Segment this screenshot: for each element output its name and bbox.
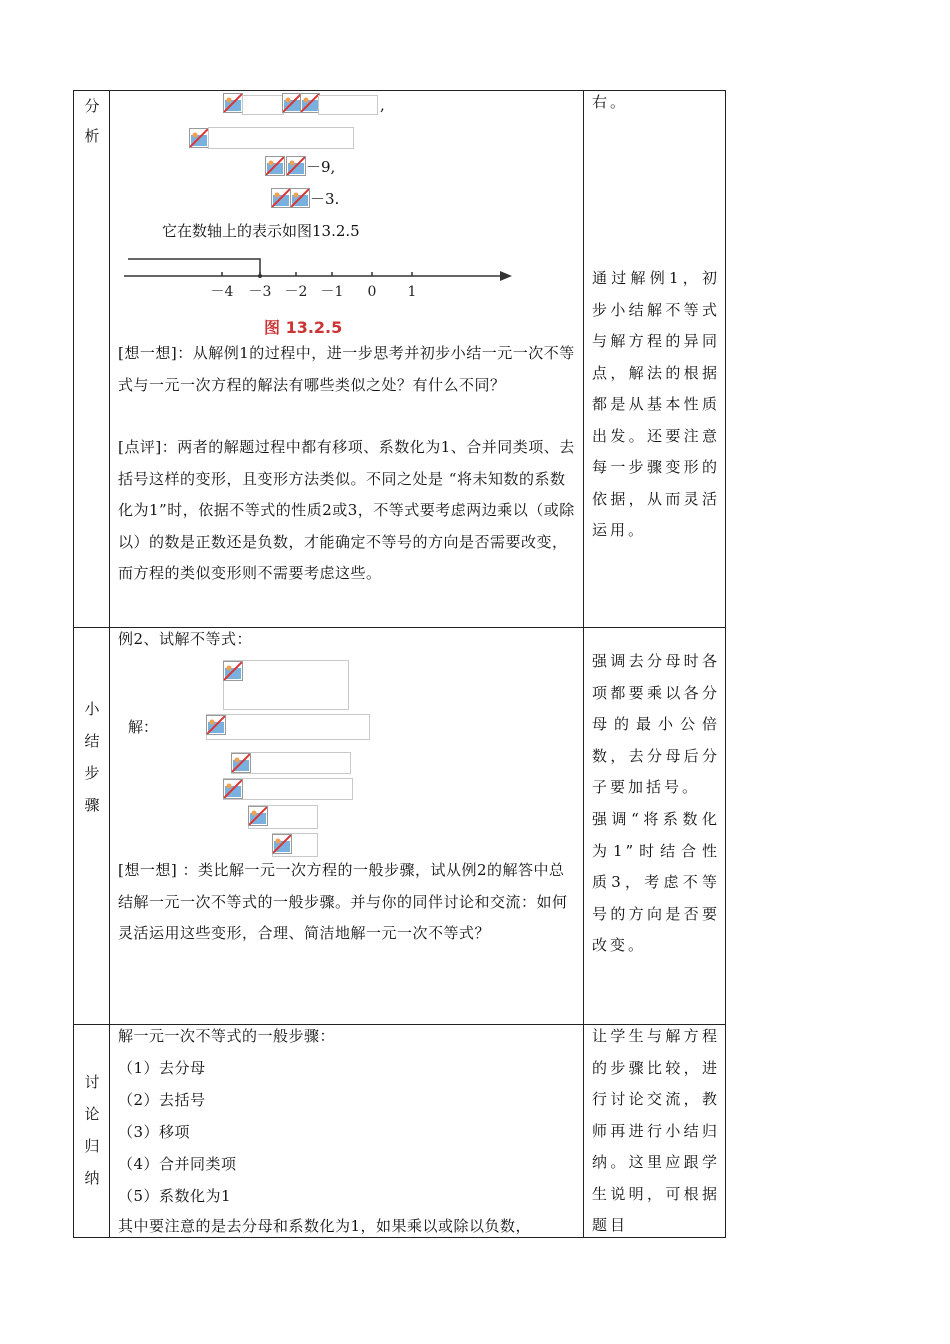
image-placeholder-icon — [282, 93, 302, 113]
image-placeholder-icon — [286, 156, 306, 176]
content-cell-summary — [110, 628, 584, 1025]
equation-box — [318, 95, 378, 115]
number-line-intro: 它在数轴上的表示如图13.2.5 — [162, 222, 360, 240]
equation-box — [242, 95, 284, 115]
content-cell-discussion — [110, 1025, 584, 1238]
solution-label: 解： — [128, 718, 159, 736]
solution-bracket — [128, 259, 260, 276]
equation-text: －9, — [306, 158, 336, 176]
equation-text: , — [380, 96, 385, 114]
image-placeholder-icon — [223, 779, 243, 799]
image-placeholder-icon — [189, 128, 209, 148]
tick-label: 1 — [407, 284, 417, 300]
number-line-arrow — [500, 271, 512, 281]
row-label-char: 纳 — [84, 1169, 100, 1187]
row-label-char: 归 — [84, 1137, 100, 1155]
equation-text: －3. — [310, 190, 340, 208]
image-placeholder-icon — [206, 715, 226, 735]
steps-heading: 解一元一次不等式的一般步骤： — [118, 1027, 336, 1045]
image-placeholder-icon — [223, 661, 243, 681]
step-item: （2）去括号 — [118, 1091, 206, 1109]
image-placeholder-icon — [300, 93, 320, 113]
image-placeholder-icon — [231, 753, 251, 773]
row-label-char: 骤 — [84, 796, 100, 814]
step-item: （4）合并同类项 — [118, 1155, 237, 1173]
side-note-analysis: 通过解例1，初步小结解不等式与解方程的异同点，解法的根据都是从基本性质出发。还要注意每一步骤变形的依据，从而灵活运用。 — [592, 269, 720, 539]
row-label-char: 分 — [84, 97, 100, 115]
row-label-char: 小 — [84, 700, 100, 718]
row-label-char: 析 — [84, 127, 100, 145]
row-discussion — [74, 1025, 726, 1238]
image-placeholder-icon — [223, 93, 243, 113]
step-item: （3）移项 — [118, 1123, 191, 1141]
row-label-char: 步 — [84, 764, 100, 782]
label-cell-summary — [74, 628, 110, 1025]
step-item: （1）去分母 — [118, 1059, 206, 1077]
tick-label: －2 — [284, 284, 308, 300]
tick-label: －3 — [248, 284, 272, 300]
side-note-summary-2: 强调“将系数化为1”时结合性质3，考虑不等号的方向是否要改变。 — [592, 810, 720, 954]
label-cell-analysis — [74, 91, 110, 628]
tick-label: －1 — [320, 284, 344, 300]
row-label-char: 讨 — [84, 1073, 100, 1091]
row-summary-steps — [74, 628, 726, 1025]
row-label-char: 结 — [84, 732, 100, 750]
side-cell-analysis — [584, 91, 726, 628]
label-cell-discussion — [74, 1025, 110, 1238]
example-title: 例2、试解不等式： — [118, 630, 253, 648]
image-placeholder-icon — [248, 806, 268, 826]
image-placeholder-icon — [290, 188, 310, 208]
tick-label: －4 — [210, 284, 234, 300]
image-placeholder-icon — [272, 834, 292, 854]
side-note-summary-1: 强调去分母时各项都要乘以各分母的最小公倍数，去分母后分子要加括号。 — [592, 652, 720, 796]
lesson-table — [73, 90, 726, 1238]
number-line-figure — [124, 249, 514, 301]
side-note-top: 右。 — [592, 93, 629, 111]
tick-label: 0 — [367, 284, 377, 300]
think-paragraph: [想一想]：从解例1的过程中，进一步思考并初步小结一元一次不等式与一元一次方程的解法有哪些类似之处？有什么不同？ — [118, 344, 575, 394]
image-placeholder-icon — [271, 188, 291, 208]
comment-paragraph: [点评]：两者的解题过程中都有移项、系数化为1、合并同类项、去括号这样的变形，且变形方法类似。不同之处是 “将未知数的系数化为1”时，依据不等式的性质2或3，不等式要考虑两边乘以（或除以）的数是正数还是负数，才能确定不等号的方向是否需要改变，而方程的类似变形则不需要考虑这些。 — [118, 438, 575, 582]
figure-caption: 图 13.2.5 — [264, 318, 343, 337]
image-placeholder-icon — [265, 156, 285, 176]
think-paragraph-2: [想一想] ：类比解一元一次方程的一般步骤，试从例2的解答中总结解一元一次不等式的一般步骤。并与你的同伴讨论和交流：如何灵活运用这些变形，合理、简洁地解一元一次不等式？ — [118, 861, 568, 942]
step-item: （5）系数化为1 — [118, 1187, 232, 1205]
side-cell-summary — [584, 628, 726, 1025]
steps-note: 其中要注意的是去分母和系数化为1，如果乘以或除以负数， — [118, 1217, 532, 1235]
side-cell-discussion — [584, 1025, 726, 1238]
content-cell-analysis — [110, 91, 584, 628]
row-label-char: 论 — [84, 1105, 100, 1123]
equation-box — [208, 127, 354, 149]
side-note-discussion: 让学生与解方程的步骤比较，进行讨论交流，教师再进行小结归纳。这里应跟学生说明，可根据题目 — [592, 1027, 720, 1234]
equation-box — [206, 714, 370, 740]
row-analysis — [74, 91, 726, 628]
